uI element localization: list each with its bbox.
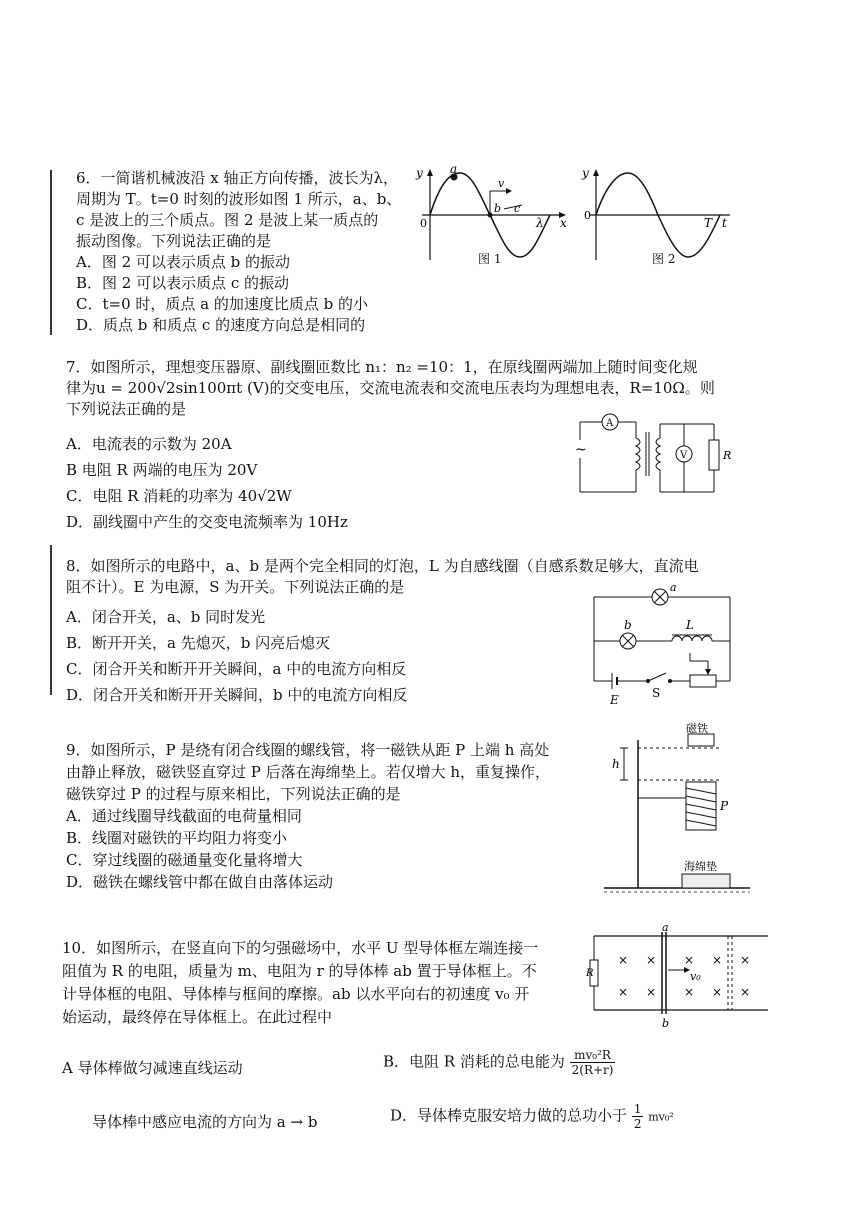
resistor-R-label: R — [586, 968, 594, 979]
fraction-numerator: 1 — [633, 1102, 642, 1116]
switch-S-label: S — [652, 686, 661, 700]
q10-option-b — [383, 1048, 615, 1077]
q6-option-b: B．图 2 可以表示质点 c 的振动 — [76, 274, 290, 292]
lamp-a-label: a — [670, 581, 677, 594]
lamp-b-label: b — [624, 618, 632, 632]
q6-stem-line: 周期为 T。t=0 时刻的波形如图 1 所示，a、b、 — [76, 190, 402, 208]
q6-figure-2-caption: 图 2 — [652, 252, 676, 266]
fig2-T-label: T — [704, 216, 713, 230]
height-h-label: h — [612, 757, 620, 771]
q7-stem-line: 律为u = 200√2sin100πt (V)的交变电压，交流电流表和交流电压表均为理想电表，R=10Ω。则 — [66, 379, 715, 397]
q10-stem-line: 阻值为 R 的电阻，质量为 m、电阻为 r 的导体棒 ab 置于导体框上。不 — [62, 962, 537, 980]
fig1-origin-label: 0 — [420, 217, 427, 230]
field-cross: × — [684, 985, 695, 999]
q9-stem-line: 由静止释放，磁铁竖直穿过 P 后落在海绵垫上。若仅增大 h，重复操作， — [66, 763, 551, 781]
sponge-pad-label: 海绵垫 — [684, 860, 717, 873]
q10-option-d — [390, 1102, 674, 1131]
q9-option-d: D．磁铁在螺线管中都在做自由落体运动 — [66, 873, 334, 891]
fig1-x-label: x — [560, 216, 567, 230]
fraction-numerator: mv₀²R — [570, 1048, 616, 1063]
q10-option-a: A 导体棒做匀减速直线运动 — [62, 1059, 243, 1077]
field-cross: × — [740, 985, 751, 999]
margin-line — [50, 545, 52, 695]
q7-stem-line: 7．如图所示，理想变压器原、副线圈匝数比 n₁：n₂ =10：1，在原线圈两端加上随时间变化规 — [66, 358, 698, 376]
q7-option-c: C．电阻 R 消耗的功率为 40√2W — [66, 487, 292, 505]
fig1-lambda-label: λ — [536, 216, 544, 230]
q7-option-d: D．副线圈中产生的交变电流频率为 10Hz — [66, 513, 348, 531]
q10-stem-line: 10．如图所示，在竖直向下的匀强磁场中，水平 U 型导体框左端连接一 — [62, 939, 539, 957]
q7-stem-line: 下列说法正确的是 — [66, 400, 187, 418]
field-cross: × — [646, 985, 657, 999]
q9-option-b: B．线圈对磁铁的平均阻力将变小 — [66, 829, 288, 847]
rod-a-label: a — [662, 921, 669, 934]
fig1-y-label: y — [416, 166, 423, 180]
fraction-denominator: 2(R+r) — [571, 1063, 614, 1077]
margin-line — [50, 170, 52, 335]
question-9 — [66, 739, 606, 893]
q8-options — [66, 604, 546, 708]
question-6 — [76, 168, 406, 336]
q8-option-a: A．闭合开关，a、b 同时发光 — [66, 608, 266, 626]
q10-option-b-text: B．电阻 R 消耗的总电能为 — [383, 1052, 565, 1071]
q7-option-b: B 电阻 R 两端的电压为 20V — [66, 461, 258, 479]
ammeter-label: A — [606, 418, 614, 429]
q10-option-d-text: D．导体棒克服安培力做的总功小于 — [390, 1106, 628, 1125]
fig2-y-label: y — [582, 166, 589, 180]
q6-stem-line: 6．一简谐机械波沿 x 轴正方向传播，波长为λ， — [76, 169, 399, 187]
q9-stem-line: 9．如图所示，P 是绕有闭合线圈的螺线管，将一磁铁从距 P 上端 h 高处 — [66, 741, 550, 759]
q8-option-d: D．闭合开关和断开开关瞬间，b 中的电流方向相反 — [66, 686, 408, 704]
q8-stem-line: 8．如图所示的电路中，a、b 是两个完全相同的灯泡，L 为自感线圈（自感系数足够大，直流电 — [66, 557, 699, 575]
q8-option-c: C．闭合开关和断开开关瞬间，a 中的电流方向相反 — [66, 660, 407, 678]
q8-option-b: B．断开开关，a 先熄灭，b 闪亮后熄灭 — [66, 634, 331, 652]
q6-option-d: D．质点 b 和质点 c 的速度方向总是相同的 — [76, 316, 366, 334]
fig1-b-label: b — [494, 202, 502, 215]
q9-stem-line: 磁铁穿过 P 的过程与原来相比，下列说法正确的是 — [66, 785, 401, 803]
fig1-c-label: c — [514, 202, 521, 215]
q8-inductor-circuit — [590, 583, 740, 707]
fig1-a-label: a — [450, 162, 458, 176]
ac-source-symbol: ~ — [575, 442, 587, 458]
q9-option-c: C．穿过线圈的磁通量变化量将增大 — [66, 851, 303, 869]
resistor-label: R — [723, 449, 732, 462]
q10-option-c: 导体棒中感应电流的方向为 a → b — [92, 1113, 318, 1131]
fig2-origin-label: 0 — [584, 209, 591, 222]
velocity-v0-label: v₀ — [690, 970, 701, 983]
field-cross: × — [740, 953, 751, 967]
q10-stem-line: 计导体框的电阻、导体棒与框间的摩擦。ab 以水平向右的初速度 v₀ 开 — [62, 985, 530, 1003]
rod-b-label: b — [662, 1017, 670, 1030]
q10-option-d-fraction — [632, 1102, 644, 1131]
field-cross: × — [712, 985, 723, 999]
field-cross: × — [618, 985, 629, 999]
q10-option-d-tail: mv₀² — [648, 1110, 674, 1124]
q9-solenoid-apparatus — [600, 718, 760, 898]
q9-option-a: A．通过线圈导线截面的电荷量相同 — [66, 807, 302, 825]
field-cross: × — [684, 953, 695, 967]
fig1-v-label: v — [498, 177, 505, 190]
inductor-L-label: L — [686, 618, 694, 632]
field-cross: × — [712, 953, 723, 967]
solenoid-P-label: P — [720, 799, 729, 813]
q7-options — [66, 431, 486, 535]
q6-figure-1-caption: 图 1 — [478, 252, 502, 266]
voltmeter-label: V — [680, 450, 688, 461]
fig2-t-label: t — [722, 216, 727, 230]
battery-E-label: E — [610, 693, 619, 707]
q6-option-c: C．t=0 时，质点 a 的加速度比质点 b 的小 — [76, 295, 369, 313]
field-cross: × — [618, 953, 629, 967]
q10-option-b-fraction — [570, 1048, 616, 1077]
magnet-label: 磁铁 — [686, 722, 708, 735]
q6-stem-line: 振动图像。下列说法正确的是 — [76, 232, 272, 250]
q6-stem-line: c 是波上的三个质点。图 2 是波上某一质点的 — [76, 211, 379, 229]
field-cross: × — [646, 953, 657, 967]
q8-stem-line: 阻不计）。E 为电源，S 为开关。下列说法正确的是 — [66, 578, 405, 596]
q7-option-a: A．电流表的示数为 20A — [66, 435, 232, 453]
q10-rail-circuit — [586, 921, 770, 1030]
q7-transformer-circuit — [572, 402, 742, 498]
fraction-denominator: 2 — [633, 1117, 642, 1131]
q6-option-a: A．图 2 可以表示质点 b 的振动 — [76, 253, 291, 271]
question-10 — [62, 937, 592, 1029]
q10-stem-line: 始运动，最终停在导体框上。在此过程中 — [62, 1008, 333, 1026]
